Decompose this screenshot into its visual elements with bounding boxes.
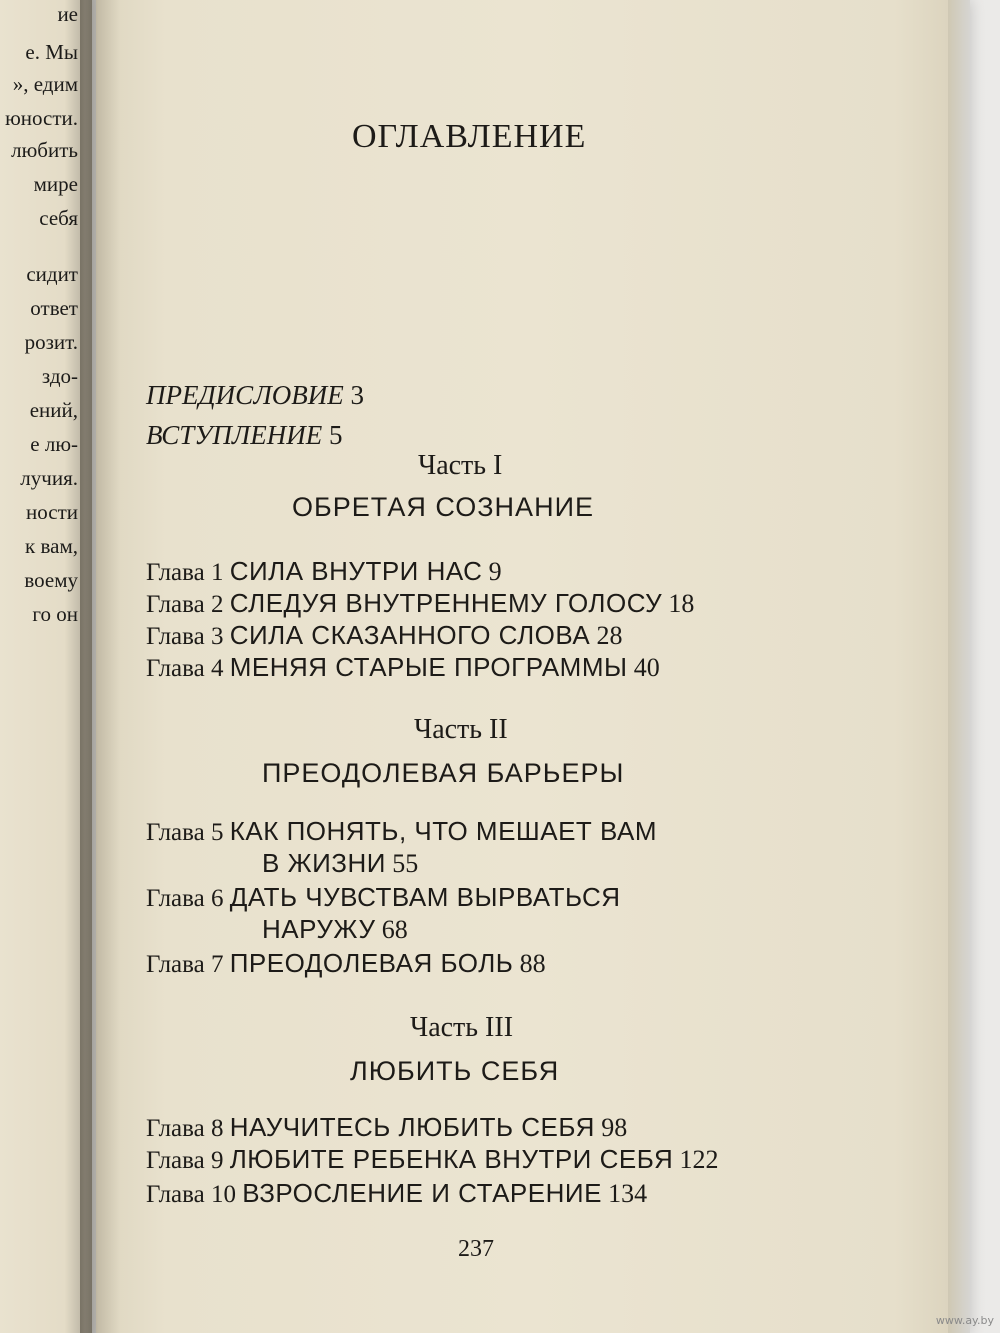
chapter-page: 55 (392, 849, 419, 878)
toc-chapter-cont (262, 848, 418, 879)
chapter-title-cont: НАРУЖУ (262, 914, 376, 944)
chapter-label: Глава 2 (146, 591, 224, 618)
chapter-label: Глава 3 (146, 623, 224, 650)
chapter-label: Глава 10 (146, 1181, 236, 1208)
toc-chapter (146, 1178, 647, 1209)
chapter-page: 88 (519, 949, 546, 978)
chapter-title: НАУЧИТЕСЬ ЛЮБИТЬ СЕБЯ (229, 1112, 595, 1142)
chapter-title: ЛЮБИТЕ РЕБЕНКА ВНУТРИ СЕБЯ (229, 1144, 674, 1174)
toc-chapter (146, 816, 657, 847)
part-number: Часть II (414, 714, 508, 745)
toc-title: ОГЛАВЛЕНИЕ (352, 118, 587, 155)
chapter-title: ДАТЬ ЧУВСТВАМ ВЫРВАТЬСЯ (229, 882, 621, 912)
left-page-line: воему (24, 568, 78, 592)
chapter-page: 68 (381, 915, 408, 944)
left-page-line: », едим (12, 72, 78, 96)
chapter-page: 98 (601, 1113, 628, 1142)
left-page-line: здо- (41, 364, 78, 388)
left-page-line: сидит (26, 262, 78, 286)
chapter-page: 122 (679, 1145, 719, 1174)
toc-chapter (146, 556, 502, 587)
toc-chapter-cont (262, 914, 408, 945)
left-page-line: к вам, (25, 534, 78, 558)
chapter-title: ВЗРОСЛЕНИЕ И СТАРЕНИЕ (242, 1178, 602, 1208)
left-page-line: лучия. (20, 466, 78, 490)
front-label: ПРЕДИСЛОВИЕ (146, 380, 344, 410)
toc-chapter (146, 588, 694, 619)
left-page-line: ответ (30, 296, 78, 320)
chapter-label: Глава 8 (146, 1115, 224, 1142)
left-page-line: любить (11, 138, 78, 162)
chapter-label: Глава 9 (146, 1147, 224, 1174)
chapter-page: 9 (488, 557, 502, 586)
chapter-label: Глава 1 (146, 559, 224, 586)
chapter-title: СИЛА СКАЗАННОГО СЛОВА (229, 620, 591, 650)
toc-chapter (146, 620, 622, 651)
chapter-title: МЕНЯЯ СТАРЫЕ ПРОГРАММЫ (229, 652, 628, 682)
chapter-title: СИЛА ВНУТРИ НАС (229, 556, 483, 586)
chapter-page: 40 (633, 653, 660, 682)
left-page-line: ений, (29, 398, 78, 422)
left-page-line: е лю- (30, 432, 78, 456)
chapter-label: Глава 7 (146, 951, 224, 978)
page-number: 237 (458, 1236, 494, 1262)
chapter-title: ПРЕОДОЛЕВАЯ БОЛЬ (229, 948, 514, 978)
chapter-page: 134 (608, 1179, 648, 1208)
toc-chapter (146, 1144, 719, 1175)
front-label: ВСТУПЛЕНИЕ (146, 420, 323, 450)
left-page-line: е. Мы (25, 40, 78, 64)
left-page-line: ности (26, 500, 78, 524)
toc-chapter (146, 652, 660, 683)
part-name: ОБРЕТАЯ СОЗНАНИЕ (292, 492, 594, 522)
left-page-line: юности. (5, 106, 78, 130)
part-number: Часть III (410, 1012, 514, 1043)
toc-chapter (146, 1112, 627, 1143)
left-page (0, 0, 92, 1333)
left-page-line: го он (32, 602, 78, 626)
chapter-title: КАК ПОНЯТЬ, ЧТО МЕШАЕТ ВАМ (229, 816, 658, 846)
chapter-label: Глава 4 (146, 655, 224, 682)
chapter-label: Глава 6 (146, 885, 224, 912)
chapter-label: Глава 5 (146, 819, 224, 846)
left-page-line: мире (33, 172, 78, 196)
chapter-page: 28 (596, 621, 623, 650)
part-name: ПРЕОДОЛЕВАЯ БАРЬЕРЫ (262, 758, 625, 788)
front-page: 5 (328, 420, 343, 450)
toc-chapter (146, 948, 546, 979)
toc-front-preface (146, 380, 364, 411)
part-number: Часть I (418, 450, 503, 481)
left-page-line: ие (57, 2, 78, 26)
gutter-shadow (80, 0, 120, 1333)
toc-front-intro (146, 420, 342, 451)
watermark: www.ay.by (935, 1314, 994, 1327)
page-edge (948, 0, 970, 1333)
left-page-line: розит. (24, 330, 78, 354)
left-page-line: себя (39, 206, 78, 230)
part-name: ЛЮБИТЬ СЕБЯ (350, 1056, 560, 1086)
front-page: 3 (350, 380, 365, 410)
toc-chapter (146, 882, 621, 913)
chapter-title: СЛЕДУЯ ВНУТРЕННЕМУ ГОЛОСУ (229, 588, 663, 618)
chapter-page: 18 (668, 589, 695, 618)
chapter-title-cont: В ЖИЗНИ (262, 848, 386, 878)
